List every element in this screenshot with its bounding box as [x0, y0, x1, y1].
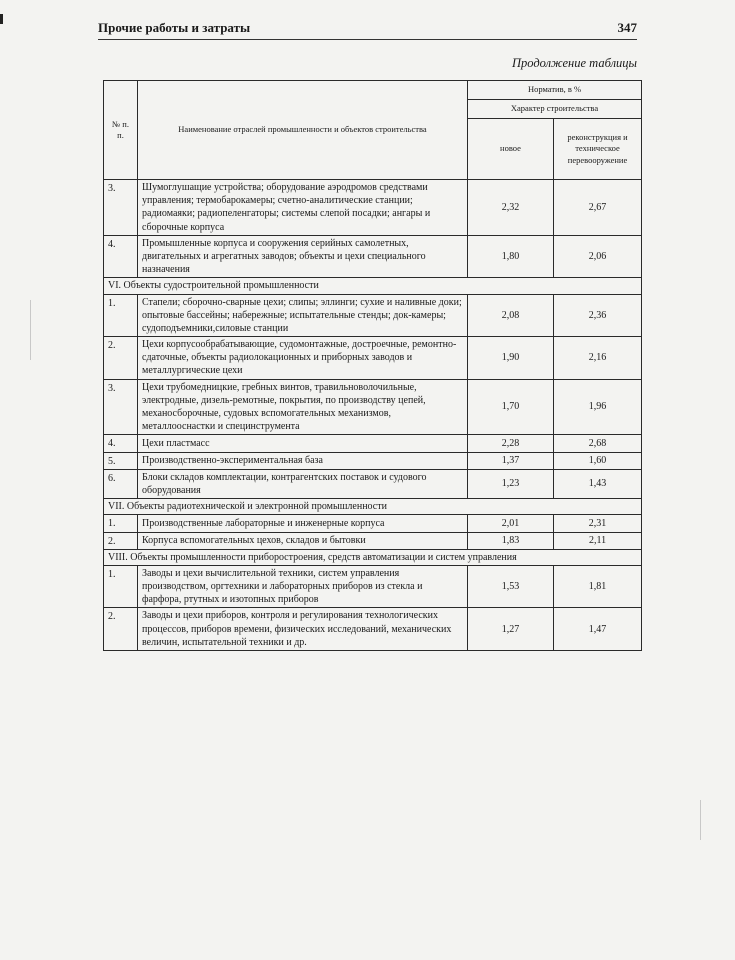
page-number: 347 [617, 20, 637, 35]
scan-margin-mark [700, 800, 701, 840]
row-norm-reconstruction: 1,47 [554, 608, 642, 651]
row-description: Корпуса вспомогательных цехов, складов и бытовки [138, 532, 468, 549]
row-norm-reconstruction: 1,60 [554, 452, 642, 469]
table-row [104, 532, 642, 549]
row-norm-reconstruction: 2,31 [554, 515, 642, 532]
header-new: новое [468, 119, 554, 180]
row-description: Цехи трубомедницкие, гребных винтов, травильноволочильные, электродные, дизель-ремотные, покрытия, по производству цепей, механосборочные, судовых вспомогательных механизмов, металлооснастки и специнструмента [138, 379, 468, 435]
row-norm-new: 2,01 [468, 515, 554, 532]
row-norm-new: 1,37 [468, 452, 554, 469]
row-norm-new: 1,27 [468, 608, 554, 651]
row-number: 2. [104, 337, 138, 380]
row-norm-reconstruction: 2,16 [554, 337, 642, 380]
section-row [104, 549, 642, 565]
section-title: VI. Объекты судостроительной промышленности [104, 278, 642, 294]
row-number: 2. [104, 532, 138, 549]
row-description: Заводы и цехи вычислительной техники, систем управления производством, оргтехники и лабораторных приборов из стекла и фарфора, ртутных и изотопных приборов [138, 565, 468, 608]
row-norm-new: 1,90 [468, 337, 554, 380]
table-row [104, 515, 642, 532]
row-norm-new: 1,23 [468, 469, 554, 498]
row-norm-new: 2,08 [468, 294, 554, 337]
scan-edge-mark [0, 14, 3, 24]
row-description: Цехи корпусообрабатывающие, судомонтажные, достроечные, ремонтно-сдаточные, объекты радиолокационных и приборных заводов и металлургические цехи [138, 337, 468, 380]
table-body [104, 180, 642, 651]
header-name: Наименование отраслей промышленности и объектов строительства [138, 81, 468, 180]
row-description: Стапели; сборочно-сварные цехи; слипы; эллинги; сухие и наливные доки; опытовые бассейны; набережные; испытательные стенды; док-камеры; судоподъемники,силовые станции [138, 294, 468, 337]
row-description: Заводы и цехи приборов, контроля и регулирования технологических процессов, приборов времени, физических исследований, механических величин, испытательной техники и др. [138, 608, 468, 651]
row-norm-new: 1,53 [468, 565, 554, 608]
table-row [104, 379, 642, 435]
header-rule [98, 39, 637, 40]
running-title: Прочие работы и затраты [98, 20, 251, 35]
header-num: № п. п. [104, 81, 138, 180]
row-number: 4. [104, 435, 138, 452]
row-number: 5. [104, 452, 138, 469]
table-row [104, 235, 642, 278]
table-row [104, 452, 642, 469]
table-row [104, 469, 642, 498]
table-row [104, 435, 642, 452]
row-norm-reconstruction: 2,68 [554, 435, 642, 452]
row-number: 3. [104, 180, 138, 236]
row-number: 1. [104, 565, 138, 608]
table-row [104, 565, 642, 608]
row-description: Производственно-экспериментальная база [138, 452, 468, 469]
header-character: Характер строительства [468, 100, 642, 119]
row-norm-new: 1,80 [468, 235, 554, 278]
row-number: 6. [104, 469, 138, 498]
row-norm-reconstruction: 2,11 [554, 532, 642, 549]
row-norm-new: 1,70 [468, 379, 554, 435]
section-row [104, 278, 642, 294]
row-description: Шумоглушащие устройства; оборудование аэродромов средствами управления; термобарокамеры; счетно-аналитические станции; радиомаяки; радиопеленгаторы; системы слепой посадки; ангары и сборочные корпуса [138, 180, 468, 236]
row-number: 1. [104, 515, 138, 532]
section-title: VIII. Объекты промышленности приборостроения, средств автоматизации и систем управления [104, 549, 642, 565]
row-norm-reconstruction: 2,06 [554, 235, 642, 278]
table-row [104, 608, 642, 651]
row-number: 1. [104, 294, 138, 337]
row-norm-reconstruction: 1,43 [554, 469, 642, 498]
row-norm-reconstruction: 1,81 [554, 565, 642, 608]
row-description: Производственные лабораторные и инженерные корпуса [138, 515, 468, 532]
header-reconstruction: реконструкция и техническое перевооружение [554, 119, 642, 180]
scan-margin-mark [30, 300, 31, 360]
norms-table [103, 80, 642, 651]
row-description: Цехи пластмасс [138, 435, 468, 452]
section-title: VII. Объекты радиотехнической и электронной промышленности [104, 499, 642, 515]
row-norm-reconstruction: 1,96 [554, 379, 642, 435]
table-row [104, 337, 642, 380]
table-row [104, 294, 642, 337]
row-norm-new: 2,32 [468, 180, 554, 236]
row-norm-reconstruction: 2,36 [554, 294, 642, 337]
row-norm-new: 1,83 [468, 532, 554, 549]
row-description: Блоки складов комплектации, контрагентских поставок и судового оборудования [138, 469, 468, 498]
header-norm: Норматив, в % [468, 81, 642, 100]
table-header-row [104, 81, 642, 100]
section-row [104, 499, 642, 515]
table-continuation-label: Продолжение таблицы [511, 56, 637, 70]
row-description: Промышленные корпуса и сооружения серийных самолетных, двигательных и агрегатных заводов; объекты и цехи специального назначения [138, 235, 468, 278]
row-number: 2. [104, 608, 138, 651]
row-norm-reconstruction: 2,67 [554, 180, 642, 236]
row-number: 4. [104, 235, 138, 278]
row-norm-new: 2,28 [468, 435, 554, 452]
table-row [104, 180, 642, 236]
row-number: 3. [104, 379, 138, 435]
